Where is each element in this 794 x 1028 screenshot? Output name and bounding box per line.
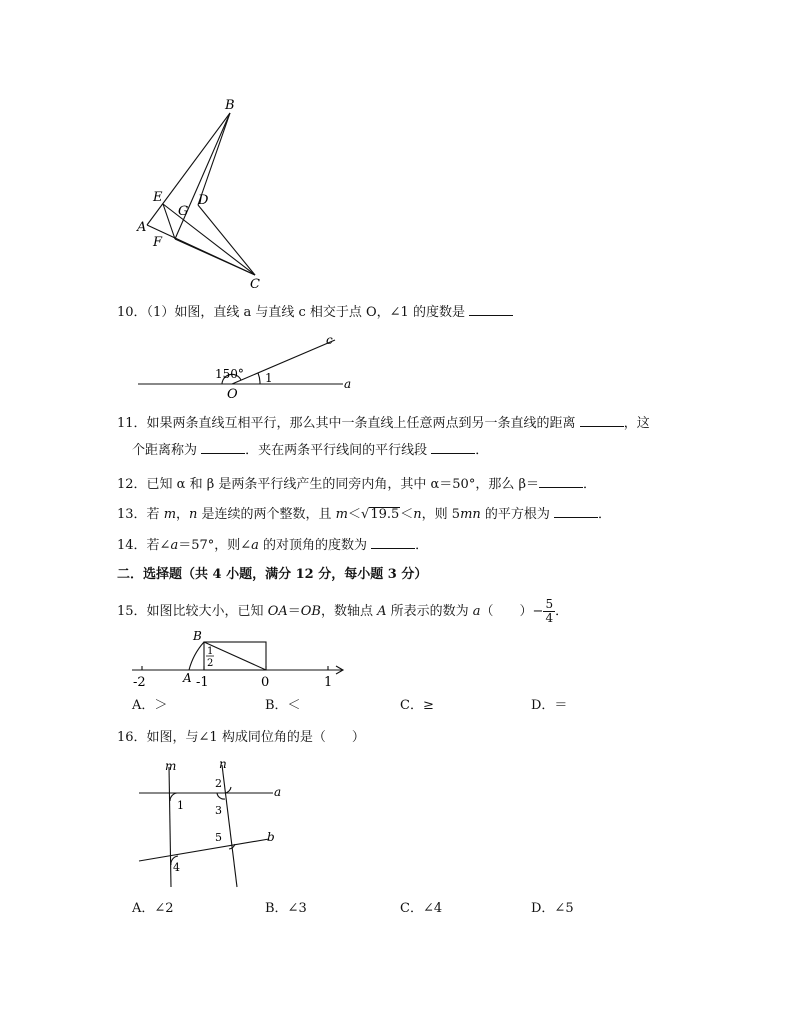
q13-text-c: ，则 5 [421,507,461,522]
question-11-text-b: ，这 [623,416,650,431]
question-11-text-c: 个距离称为 [132,443,202,458]
label-A: A [137,220,147,235]
line-n-label: n [219,757,227,771]
angle-5-label: 5 [215,831,222,844]
point-A: A [377,604,387,619]
angle-2-label: 2 [215,777,222,790]
var-a: a [251,538,259,553]
q15-eq: ＝ [287,604,301,619]
var-m: m [163,507,177,522]
segment-OB: OB [300,604,321,619]
option-15-C[interactable]: C．≥ [400,698,434,713]
question-12 [117,475,596,494]
option-15-A[interactable]: A．＞ [132,698,168,713]
q13-text-a: 13．若 [117,507,164,522]
angle-1-label: 1 [265,371,273,385]
question-10 [117,303,513,322]
figure-q15-number-line [130,628,355,690]
label-D: D [198,193,209,208]
question-11-text-e: ． [475,443,489,458]
question-16: 16．如图，与∠1 构成同位角的是（ ） [117,730,365,745]
q14-text-a: 14．若∠ [117,538,171,553]
q14-text-c: 的对顶角的度数为 [258,538,372,553]
option-16-C[interactable]: C．∠4 [400,901,443,916]
var-n: n [189,507,198,522]
var-a: a [472,604,481,619]
line-a-label: a [344,377,352,391]
option-16-A[interactable]: A．∠2 [132,901,174,916]
point-A-label: A [183,671,192,685]
line-a-label: a [274,785,282,799]
label-G: G [178,204,189,219]
figure-q9 [135,95,270,295]
option-15-D[interactable]: D．＝ [531,698,568,713]
tick-label-minus-2: -2 [133,675,146,690]
question-13 [117,505,611,524]
question-11-text-a: 11．如果两条直线互相平行，那么其中一条直线上任意两点到另一条直线的距离 [117,416,580,431]
numerator: 5 [545,597,554,611]
q14-text-b: ＝57°，则∠ [178,538,252,553]
angle-4-label: 4 [173,861,180,874]
answer-blank[interactable] [431,441,475,454]
question-12-end: ． [582,477,596,492]
q13-text-b: 是连续的两个整数，且 [197,507,336,522]
answer-blank[interactable] [580,414,624,427]
less-than-sign: ＜ [400,507,414,522]
label-B: B [225,98,235,113]
line-c-label: c [326,333,333,347]
point-O-label: O [227,387,238,400]
half-denominator: 2 [207,658,214,669]
answer-blank[interactable] [469,303,513,316]
angle-3-label: 3 [215,804,222,817]
figure-q16 [133,753,293,891]
q15-text-b: ，数轴点 [320,604,378,619]
q15-text-c: 所表示的数为 [386,604,473,619]
question-10-text: 10．（1）如图，直线 a 与直线 c 相交于点 O，∠1 的度数是 [117,305,470,320]
q13-end: ． [598,507,612,522]
question-11-text-d: ．夹在两条平行线间的平行线段 [245,443,432,458]
fraction-5-4 [543,598,555,625]
line-b-label: b [267,830,275,844]
tick-label-1: 1 [324,675,333,690]
question-14 [117,536,428,555]
var-a: a [170,538,179,553]
q15-end: ． [555,604,569,619]
sqrt-symbol: √ [361,507,370,522]
q15-text-d: （ ）− [480,604,544,619]
angle-150-label: 150° [215,367,244,381]
question-12-text: 12．已知 α 和 β 是两条平行线产生的同旁内角，其中 α＝50°，那么 β＝ [117,477,539,492]
answer-blank[interactable] [371,536,415,549]
half-numerator: 1 [207,646,214,657]
question-11-line-2 [132,441,488,460]
section-heading-2: 二．选择题（共 4 小题，满分 12 分，每小题 3 分） [117,567,428,582]
q15-text-a: 15．如图比较大小，已知 [117,604,268,619]
label-E: E [153,190,163,205]
q13-sep: ， [176,507,190,522]
q13-text-d: 的平方根为 [480,507,555,522]
figure-q10 [135,330,360,400]
sqrt-radicand: 19.5 [370,507,400,522]
var-n: n [413,507,422,522]
question-15 [117,598,568,625]
segment-OA: OA [267,604,288,619]
q14-end: ． [415,538,429,553]
answer-blank[interactable] [539,475,583,488]
line-m-label: m [165,759,177,773]
option-16-B[interactable]: B．∠3 [265,901,307,916]
option-16-D[interactable]: D．∠5 [531,901,574,916]
point-B-label: B [193,629,202,643]
answer-blank[interactable] [554,505,598,518]
angle-1-label: 1 [177,799,184,812]
tick-label-minus-1: -1 [196,675,209,690]
question-11-line-1 [117,414,650,433]
option-15-B[interactable]: B．＜ [265,698,301,713]
label-C: C [250,277,260,292]
answer-blank[interactable] [201,441,245,454]
label-F: F [153,235,163,250]
var-m: m [335,507,348,522]
less-than-sign: ＜ [348,507,362,522]
denominator: 4 [545,611,554,625]
tick-label-0: 0 [261,675,270,690]
var-mn: mn [460,507,481,522]
